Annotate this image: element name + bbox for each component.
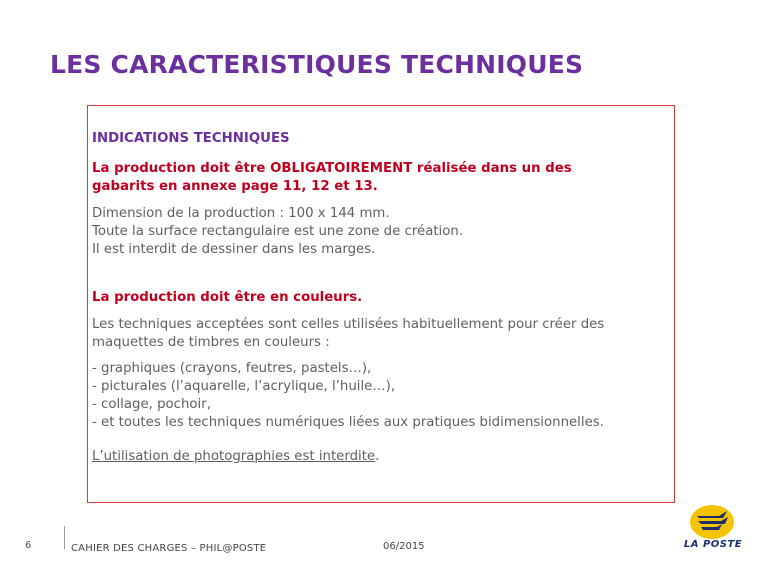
color-requirement: La production doit être en couleurs.	[92, 290, 363, 305]
technique-item: - picturales (l’aquarelle, l’acrylique, l’huile…),	[92, 379, 396, 394]
footer-divider	[64, 526, 65, 549]
mandatory-template-line-2: gabarits en annexe page 11, 12 et 13.	[92, 179, 378, 194]
technical-indications	[92, 130, 672, 466]
page-number: 6	[25, 540, 32, 551]
mandatory-template-line-1: La production doit être OBLIGATOIREMENT réalisée dans un des	[92, 161, 572, 176]
la-poste-logo-text: LA POSTE	[683, 539, 743, 550]
photo-prohibition-text: L’utilisation de photographies est interdite	[92, 449, 376, 464]
slide-title: LES CARACTERISTIQUES TECHNIQUES	[50, 50, 584, 79]
technique-item: - collage, pochoir,	[92, 397, 211, 412]
footer-document-title: CAHIER DES CHARGES – PHIL@POSTE	[71, 543, 267, 554]
photo-prohibition	[92, 448, 672, 466]
spacer	[92, 259, 672, 289]
dimension-line-1: Dimension de la production : 100 x 144 mm.	[92, 206, 390, 221]
dimension-line-3: Il est interdit de dessiner dans les marges.	[92, 242, 376, 257]
photo-prohibition-period: .	[375, 449, 380, 464]
technique-item: - et toutes les techniques numériques liées aux pratiques bidimensionnelles.	[92, 415, 604, 430]
techniques-intro-line-1: Les techniques acceptées sont celles utilisées habituellement pour créer des	[92, 317, 605, 332]
spacer	[92, 432, 672, 448]
dimension-line-2: Toute la surface rectangulaire est une zone de création.	[92, 224, 464, 239]
techniques-intro-line-2: maquettes de timbres en couleurs :	[92, 335, 330, 350]
footer-date: 06/2015	[383, 541, 425, 552]
section-heading: INDICATIONS TECHNIQUES	[92, 131, 290, 146]
technique-item: - graphiques (crayons, feutres, pastels…),	[92, 361, 372, 376]
